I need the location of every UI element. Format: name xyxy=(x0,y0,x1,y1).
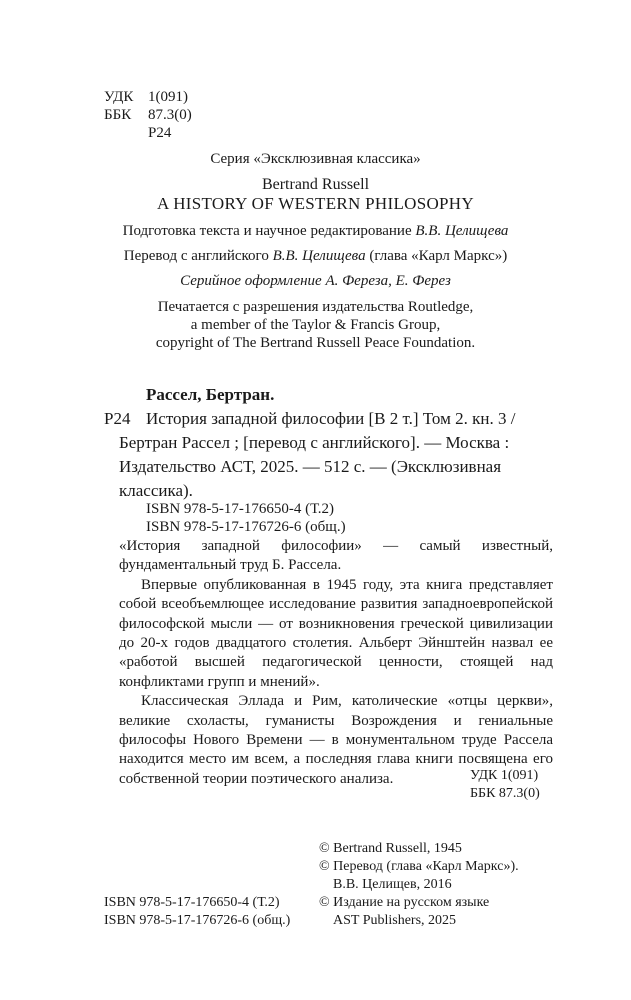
annotation-paragraph-2: Впервые опубликованная в 1945 году, эта книга представляет собой всеобъемлющее исследование развития западноевропейской философской мысли — от возникновения греческой цивилизации до 20-х годов двадцатого столетия. Альберт Эйнштейн назвал ее «работой высшей педагогической ценности, стоящей над конфликтами групп и мнений». xyxy=(119,576,553,690)
copyright-2-holder: В.В. Целищев, 2016 xyxy=(333,877,452,892)
design-credit: Серийное оформление А. Фереза, Е. Ферез xyxy=(180,273,451,289)
author-mark-top: Р24 xyxy=(148,125,172,141)
permission-line-3: copyright of The Bertrand Russell Peace Foundation. xyxy=(155,335,476,351)
copyright-2: © Перевод (глава «Карл Маркс»). xyxy=(319,859,519,874)
udk-value: 1(091) xyxy=(148,89,188,105)
catalog-line-1: История западной философии [В 2 т.] Том 2. кн. 3 / xyxy=(146,409,516,428)
copyright-3-holder: AST Publishers, 2025 xyxy=(333,913,457,928)
bbk-bottom: ББК 87.3(0) xyxy=(470,786,540,801)
preparation-name: В.В. Целищева xyxy=(415,223,509,239)
catalog-heading: Рассел, Бертран. xyxy=(146,385,275,404)
series-title: Серия «Эксклюзивная классика» xyxy=(210,151,421,167)
translation-credit xyxy=(0,247,631,266)
original-author: Bertrand Russell xyxy=(261,176,370,193)
preparation-credit xyxy=(0,222,631,241)
annotation-paragraph-3: Классическая Эллада и Рим, католические «отцы церкви», великие схоласты, гуманисты Возрождения и гениальные философы Нового Времени — в монументальном труде Рассела находится место им всем, а последняя глава книги посвящена его собственной теории поэтического анализа. xyxy=(119,693,553,787)
permission-line-1: Печатается с разрешения издательства Routledge, xyxy=(157,299,474,315)
copyright-3: © Издание на русском языке xyxy=(319,895,490,910)
catalog-isbn-1: ISBN 978-5-17-176650-4 (Т.2) xyxy=(146,501,335,517)
catalog-line-2: Бертран Рассел ; [перевод с английского]. — Москва : xyxy=(119,433,510,452)
preparation-prefix: Подготовка текста и научное редактирование xyxy=(122,223,416,239)
copyright-1: © Bertrand Russell, 1945 xyxy=(319,841,462,856)
translation-name: В.В. Целищева xyxy=(272,248,366,264)
translation-prefix: Перевод с английского xyxy=(123,248,273,264)
translation-suffix: (глава «Карл Маркс») xyxy=(365,248,508,264)
bbk-value: 87.3(0) xyxy=(148,107,192,123)
catalog-line-3: Издательство АСТ, 2025. — 512 с. — (Эксклюзивная xyxy=(119,457,502,476)
catalog-line-4: классика). xyxy=(119,481,193,500)
annotation xyxy=(119,537,553,789)
permission-line-2: a member of the Taylor & Francis Group, xyxy=(190,317,441,333)
udk-bottom: УДК 1(091) xyxy=(470,768,539,783)
catalog-isbn-2: ISBN 978-5-17-176726-6 (общ.) xyxy=(146,519,346,535)
isbn-footer-1: ISBN 978-5-17-176650-4 (Т.2) xyxy=(104,895,280,910)
udk-label: УДК xyxy=(104,89,134,105)
isbn-footer-2: ISBN 978-5-17-176726-6 (общ.) xyxy=(104,913,291,928)
original-title: A HISTORY OF WESTERN PHILOSOPHY xyxy=(157,194,474,213)
bbk-label: ББК xyxy=(104,107,132,123)
annotation-paragraph-1: «История западной философии» — самый известный, фундаментальный труд Б. Рассела. xyxy=(119,538,553,574)
catalog-mark: Р24 xyxy=(104,409,131,428)
